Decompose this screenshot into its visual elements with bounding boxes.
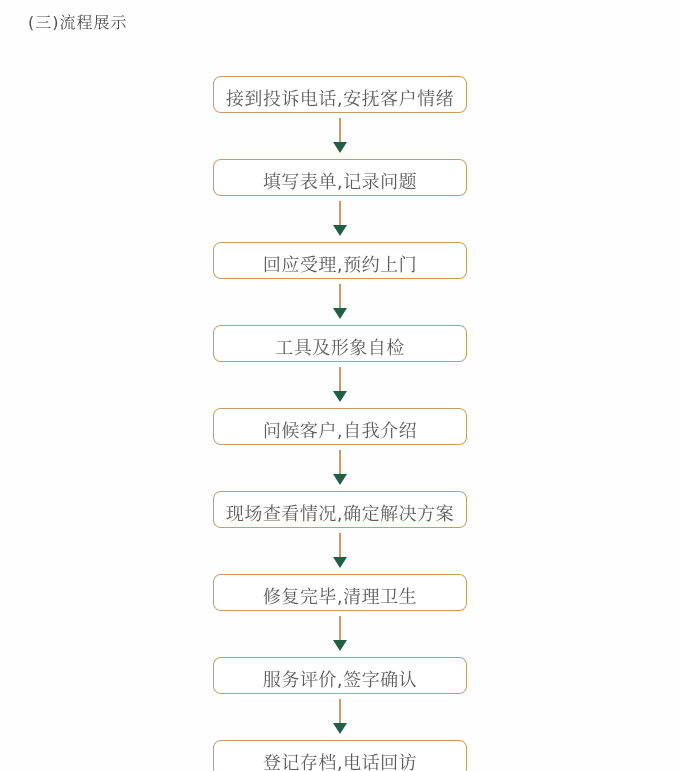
flow-step [213,408,467,491]
down-arrow-icon [333,284,347,321]
flow-step [213,491,467,574]
down-arrow-icon [333,616,347,653]
arrow-head [333,142,347,153]
arrow-head [333,474,347,485]
arrow-shaft [339,367,341,392]
flow-step-box [213,491,467,528]
arrow-shaft [339,533,341,558]
flow-step [213,657,467,740]
flow-step-label: 工具及形象自检 [275,338,405,359]
down-arrow-icon [333,450,347,487]
down-arrow-icon [333,201,347,238]
down-arrow-icon [333,699,347,736]
arrow-head [333,391,347,402]
flow-step [213,159,467,242]
flow-step-label: 问候客户,自我介绍 [262,421,418,442]
flow-step-box [213,76,467,113]
flow-step [213,242,467,325]
flow-step [213,325,467,408]
arrow-head [333,557,347,568]
flow-step-label: 服务评价,签字确认 [262,670,418,691]
flow-step-label: 现场查看情况,确定解决方案 [225,504,455,525]
arrow-head [333,225,347,236]
flow-step-label: 修复完毕,清理卫生 [262,587,418,608]
arrow-shaft [339,450,341,475]
flow-step [213,740,467,771]
flow-step-label: 登记存档,电话回访 [262,753,418,771]
flowchart [0,76,680,771]
flow-step-box [213,657,467,694]
flow-step-box [213,159,467,196]
flow-step-box [213,740,467,771]
arrow-shaft [339,118,341,143]
flow-step-box [213,242,467,279]
arrow-shaft [339,201,341,226]
arrow-head [333,308,347,319]
arrow-head [333,723,347,734]
flow-step-label: 回应受理,预约上门 [262,255,418,276]
page-title: (三)流程展示 [28,13,128,32]
arrow-shaft [339,616,341,641]
down-arrow-icon [333,533,347,570]
down-arrow-icon [333,118,347,155]
flow-step-label: 填写表单,记录问题 [262,172,418,193]
flow-step [213,76,467,159]
flow-step-box [213,574,467,611]
flow-step [213,574,467,657]
arrow-shaft [339,699,341,724]
down-arrow-icon [333,367,347,404]
arrow-head [333,640,347,651]
flow-step-box [213,325,467,362]
arrow-shaft [339,284,341,309]
flow-step-box [213,408,467,445]
flow-step-label: 接到投诉电话,安抚客户情绪 [225,89,455,110]
